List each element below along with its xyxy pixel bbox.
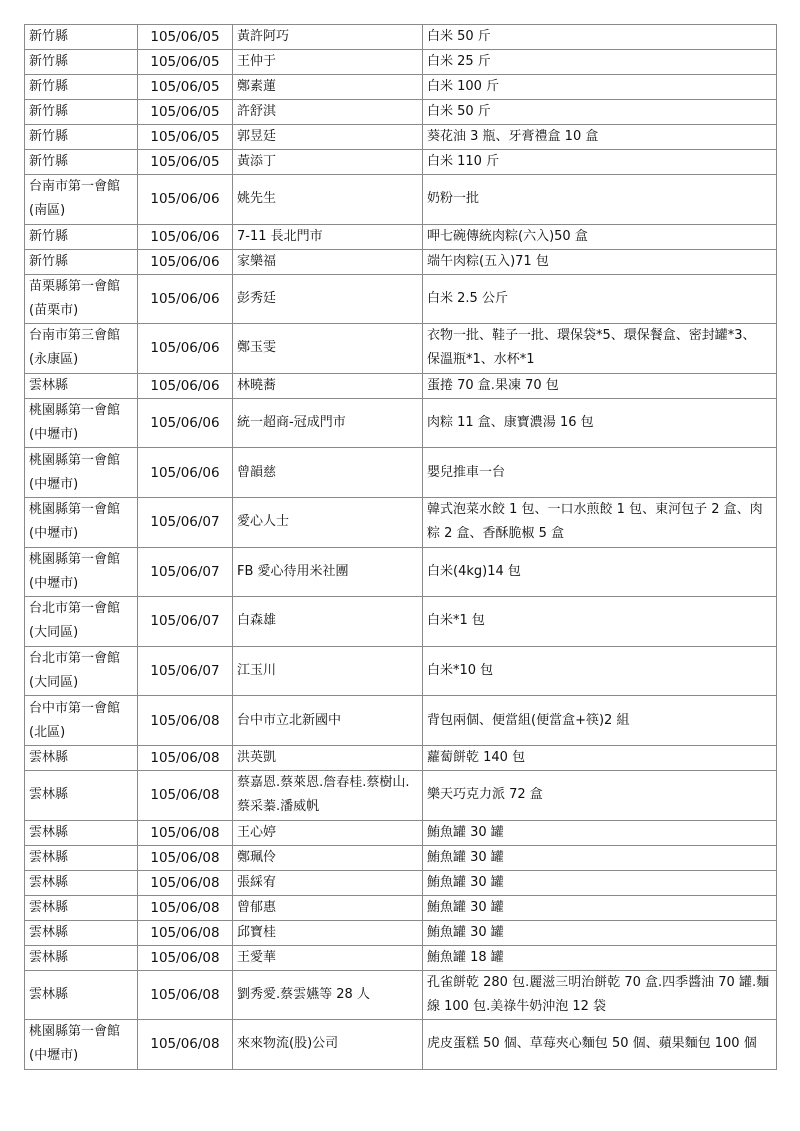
- cell-location: [25, 895, 138, 920]
- cell-location-text: 雲林縣: [29, 377, 69, 393]
- cell-donor: [233, 175, 423, 225]
- cell-donor: [233, 100, 423, 125]
- cell-location: [25, 224, 138, 249]
- cell-item-text: 白米(4kg)14 包: [427, 563, 521, 579]
- cell-date: [138, 249, 233, 274]
- cell-date-text: 105/06/08: [150, 1036, 220, 1053]
- table-row: [25, 25, 777, 50]
- cell-location-text: (中壢市): [29, 1048, 79, 1064]
- cell-location-text: 新竹縣: [29, 154, 69, 169]
- cell-donor: [233, 75, 423, 100]
- cell-location: [25, 945, 138, 970]
- cell-item-text: 衣物一批、鞋子一批、環保袋*5、環保餐盒、密封罐*3、: [427, 328, 756, 344]
- cell-location-text: 雲林縣: [29, 874, 69, 890]
- table-row: [25, 497, 777, 547]
- cell-date-text: 105/06/06: [150, 340, 220, 357]
- cell-donor-text: 愛心人士: [237, 514, 290, 530]
- cell-location-text: 台中市第一會館: [29, 700, 121, 716]
- cell-location: [25, 249, 138, 274]
- cell-date-text: 105/06/07: [150, 663, 220, 680]
- cell-location-text: (中壢市): [29, 476, 79, 492]
- cell-item-text: 線 100 包.美祿牛奶沖泡 12 袋: [427, 998, 607, 1014]
- table-row: [25, 398, 777, 448]
- cell-location: [25, 100, 138, 125]
- cell-donor: [233, 150, 423, 175]
- table-row: [25, 1020, 777, 1070]
- donation-table: [24, 24, 777, 1070]
- cell-donor: [233, 1020, 423, 1070]
- cell-donor-text: 鄭珮伶: [237, 849, 277, 865]
- cell-date: [138, 597, 233, 647]
- cell-location-text: 雲林縣: [29, 749, 69, 765]
- cell-item: [423, 770, 777, 820]
- table-row: [25, 696, 777, 746]
- cell-date-text: 105/06/06: [150, 464, 220, 481]
- cell-item-text: 虎皮蛋糕 50 個、草莓夾心麵包 50 個、蘋果麵包 100 個: [427, 1036, 757, 1052]
- cell-item-text: 樂天巧克力派 72 盒: [427, 787, 543, 803]
- cell-location: [25, 745, 138, 770]
- cell-donor-text: 黃許阿巧: [237, 29, 290, 44]
- cell-date: [138, 745, 233, 770]
- table-row: [25, 224, 777, 249]
- cell-date: [138, 175, 233, 225]
- cell-date: [138, 646, 233, 696]
- cell-date-text: 105/06/08: [150, 849, 220, 866]
- cell-item-text: 嬰兒推車一台: [427, 464, 506, 480]
- cell-location: [25, 820, 138, 845]
- cell-location-text: (北區): [29, 724, 66, 740]
- cell-date: [138, 696, 233, 746]
- cell-location-text: 新竹縣: [29, 54, 69, 69]
- table-row: [25, 895, 777, 920]
- cell-date: [138, 448, 233, 498]
- cell-donor: [233, 497, 423, 547]
- cell-location-text: 雲林縣: [29, 849, 69, 865]
- cell-item: [423, 75, 777, 100]
- cell-item-text: 鮪魚罐 30 罐: [427, 924, 504, 940]
- cell-location-text: 新竹縣: [29, 129, 69, 144]
- cell-location: [25, 770, 138, 820]
- cell-date: [138, 497, 233, 547]
- cell-donor-text: 劉秀愛.蔡雲嬿等 28 人: [237, 986, 370, 1002]
- table-row: [25, 945, 777, 970]
- cell-date-text: 105/06/08: [150, 899, 220, 916]
- cell-item-text: 白米 100 斤: [427, 79, 500, 94]
- cell-donor: [233, 820, 423, 845]
- table-row: [25, 249, 777, 274]
- cell-date-text: 105/06/07: [150, 563, 220, 580]
- cell-item: [423, 224, 777, 249]
- cell-donor-text: 蔡嘉恩.蔡萊恩.詹春桂.蔡樹山.: [237, 775, 410, 791]
- cell-location: [25, 845, 138, 870]
- cell-donor-text: 許舒淇: [237, 104, 277, 119]
- cell-item-text: 鮪魚罐 30 罐: [427, 874, 504, 890]
- cell-donor: [233, 373, 423, 398]
- cell-location-text: 雲林縣: [29, 949, 69, 965]
- cell-item: [423, 274, 777, 324]
- table-row: [25, 920, 777, 945]
- cell-donor: [233, 398, 423, 448]
- cell-donor: [233, 547, 423, 597]
- cell-date: [138, 820, 233, 845]
- cell-item: [423, 249, 777, 274]
- cell-date-text: 105/06/05: [150, 129, 220, 145]
- cell-donor-text: 曾韻慈: [237, 464, 277, 480]
- cell-location-text: (苗栗市): [29, 302, 79, 318]
- table-row: [25, 820, 777, 845]
- cell-location: [25, 175, 138, 225]
- cell-date-text: 105/06/06: [150, 228, 220, 245]
- cell-donor: [233, 870, 423, 895]
- table-row: [25, 845, 777, 870]
- cell-donor-text: 白森雄: [237, 613, 277, 629]
- cell-donor-text: 來來物流(股)公司: [237, 1036, 339, 1052]
- cell-location-text: 雲林縣: [29, 899, 69, 915]
- cell-date-text: 105/06/07: [150, 514, 220, 531]
- cell-location: [25, 497, 138, 547]
- cell-location: [25, 597, 138, 647]
- cell-item-text: 鮪魚罐 30 罐: [427, 849, 504, 865]
- cell-item: [423, 100, 777, 125]
- cell-date: [138, 870, 233, 895]
- cell-location: [25, 150, 138, 175]
- cell-location-text: 台南市第三會館: [29, 328, 121, 344]
- cell-item-text: 鮪魚罐 18 罐: [427, 949, 504, 965]
- cell-donor-text: 邱寶桂: [237, 924, 277, 940]
- cell-item: [423, 150, 777, 175]
- cell-item: [423, 646, 777, 696]
- cell-item: [423, 820, 777, 845]
- cell-location-text: 新竹縣: [29, 253, 69, 269]
- cell-date: [138, 125, 233, 150]
- cell-date-text: 105/06/08: [150, 986, 220, 1003]
- cell-item: [423, 50, 777, 75]
- cell-item-text: 呷七碗傳統肉粽(六入)50 盒: [427, 228, 588, 244]
- cell-item-text: 端午肉粽(五入)71 包: [427, 253, 549, 269]
- cell-location-text: 雲林縣: [29, 787, 69, 803]
- cell-donor: [233, 224, 423, 249]
- cell-item: [423, 945, 777, 970]
- cell-date-text: 105/06/08: [150, 924, 220, 941]
- cell-donor: [233, 125, 423, 150]
- cell-item-text: 韓式泡菜水餃 1 包、一口水煎餃 1 包、東河包子 2 盒、肉: [427, 502, 763, 518]
- cell-donor-text: 家樂福: [237, 253, 277, 269]
- cell-location: [25, 1020, 138, 1070]
- cell-donor: [233, 770, 423, 820]
- cell-location-text: 苗栗縣第一會館: [29, 278, 121, 294]
- cell-date: [138, 895, 233, 920]
- cell-item-text: 白米 25 斤: [427, 54, 491, 69]
- cell-date-text: 105/06/07: [150, 613, 220, 630]
- cell-donor-text: 王心婷: [237, 824, 277, 840]
- cell-item: [423, 870, 777, 895]
- cell-date: [138, 324, 233, 374]
- cell-date: [138, 274, 233, 324]
- cell-donor: [233, 25, 423, 50]
- cell-location-text: 桃園縣第一會館: [29, 502, 121, 518]
- cell-date-text: 105/06/06: [150, 415, 220, 432]
- cell-location: [25, 448, 138, 498]
- cell-donor: [233, 745, 423, 770]
- cell-location: [25, 870, 138, 895]
- cell-location-text: (永康區): [29, 352, 79, 368]
- table-row: [25, 448, 777, 498]
- cell-donor-text: 林曉蕎: [237, 377, 277, 393]
- cell-date-text: 105/06/08: [150, 749, 220, 766]
- cell-date-text: 105/06/06: [150, 290, 220, 307]
- cell-date: [138, 100, 233, 125]
- cell-date-text: 105/06/06: [150, 253, 220, 270]
- cell-location: [25, 373, 138, 398]
- cell-item-text: 葵花油 3 瓶、牙膏禮盒 10 盒: [427, 129, 599, 144]
- cell-date-text: 105/06/08: [150, 874, 220, 891]
- cell-donor-text: 統一超商-冠成門市: [237, 415, 346, 431]
- cell-donor-text: 彭秀廷: [237, 290, 277, 306]
- cell-location-text: (大同區): [29, 625, 79, 641]
- table-row: [25, 547, 777, 597]
- cell-location-text: 新竹縣: [29, 29, 69, 44]
- cell-item: [423, 845, 777, 870]
- cell-item: [423, 920, 777, 945]
- cell-donor-text: 張綵宥: [237, 874, 277, 890]
- cell-date-text: 105/06/08: [150, 787, 220, 804]
- cell-location-text: 新竹縣: [29, 79, 69, 94]
- cell-location-text: 桃園縣第一會館: [29, 452, 121, 468]
- cell-location-text: 台北市第一會館: [29, 601, 121, 617]
- cell-donor: [233, 920, 423, 945]
- cell-item-text: 奶粉一批: [427, 191, 480, 207]
- cell-location-text: 桃園縣第一會館: [29, 551, 121, 567]
- cell-donor-text: 洪英凱: [237, 749, 277, 765]
- cell-item: [423, 373, 777, 398]
- cell-donor-text: 王愛華: [237, 949, 277, 965]
- cell-donor: [233, 945, 423, 970]
- cell-item-text: 白米 50 斤: [427, 29, 491, 44]
- table-row: [25, 274, 777, 324]
- cell-date: [138, 920, 233, 945]
- cell-donor-text: 曾郁惠: [237, 899, 277, 915]
- cell-location-text: 雲林縣: [29, 824, 69, 840]
- cell-date: [138, 1020, 233, 1070]
- cell-location: [25, 547, 138, 597]
- cell-donor-text: 鄭素蓮: [237, 79, 277, 94]
- cell-date-text: 105/06/05: [150, 79, 220, 95]
- cell-date-text: 105/06/06: [150, 377, 220, 394]
- cell-location: [25, 646, 138, 696]
- cell-date-text: 105/06/05: [150, 54, 220, 70]
- cell-item: [423, 547, 777, 597]
- cell-location: [25, 125, 138, 150]
- cell-location: [25, 398, 138, 448]
- cell-item-text: 肉粽 11 盒、康寶濃湯 16 包: [427, 415, 594, 431]
- cell-date: [138, 150, 233, 175]
- cell-date: [138, 970, 233, 1020]
- cell-location: [25, 50, 138, 75]
- table-row: [25, 770, 777, 820]
- cell-date-text: 105/06/05: [150, 104, 220, 120]
- cell-date: [138, 373, 233, 398]
- cell-location-text: 新竹縣: [29, 104, 69, 119]
- cell-donor: [233, 597, 423, 647]
- cell-item: [423, 745, 777, 770]
- cell-location-text: (大同區): [29, 675, 79, 691]
- cell-donor-text: 王仲于: [237, 54, 277, 69]
- cell-item: [423, 597, 777, 647]
- cell-date-text: 105/06/08: [150, 712, 220, 729]
- cell-date-text: 105/06/05: [150, 154, 220, 170]
- table-row: [25, 597, 777, 647]
- cell-item: [423, 175, 777, 225]
- cell-item-text: 蘿蔔餅乾 140 包: [427, 749, 526, 765]
- cell-item-text: 背包兩個、便當組(便當盒+筷)2 組: [427, 712, 630, 728]
- table-row: [25, 175, 777, 225]
- table-row: [25, 745, 777, 770]
- cell-item: [423, 970, 777, 1020]
- cell-item-text: 粽 2 盒、香酥脆椒 5 盒: [427, 526, 565, 542]
- table-row: [25, 324, 777, 374]
- cell-donor: [233, 970, 423, 1020]
- table-row: [25, 100, 777, 125]
- cell-location-text: 台北市第一會館: [29, 651, 121, 667]
- cell-donor-text: 姚先生: [237, 191, 277, 207]
- table-row: [25, 373, 777, 398]
- cell-location: [25, 25, 138, 50]
- cell-donor: [233, 646, 423, 696]
- donation-table-body: [25, 25, 777, 1070]
- cell-donor: [233, 696, 423, 746]
- cell-date: [138, 25, 233, 50]
- cell-date-text: 105/06/08: [150, 949, 220, 966]
- cell-donor-text: 台中市立北新國中: [237, 712, 342, 728]
- cell-location-text: 桃園縣第一會館: [29, 1024, 121, 1040]
- table-row: [25, 125, 777, 150]
- cell-date-text: 105/06/05: [150, 29, 220, 45]
- cell-item: [423, 25, 777, 50]
- table-row: [25, 75, 777, 100]
- cell-item-text: 鮪魚罐 30 罐: [427, 899, 504, 915]
- cell-location: [25, 970, 138, 1020]
- cell-donor-text: 鄭玉雯: [237, 340, 277, 356]
- cell-date: [138, 75, 233, 100]
- cell-donor-text: 江玉川: [237, 663, 277, 679]
- cell-location-text: (中壢市): [29, 575, 79, 591]
- cell-location: [25, 75, 138, 100]
- cell-location-text: 桃園縣第一會館: [29, 403, 121, 419]
- cell-date: [138, 547, 233, 597]
- cell-item: [423, 448, 777, 498]
- cell-date: [138, 845, 233, 870]
- cell-item-text: 保溫瓶*1、水杯*1: [427, 352, 535, 368]
- cell-item: [423, 895, 777, 920]
- cell-item: [423, 324, 777, 374]
- table-row: [25, 970, 777, 1020]
- cell-location-text: 雲林縣: [29, 986, 69, 1002]
- cell-item-text: 白米 110 斤: [427, 154, 500, 169]
- cell-location: [25, 696, 138, 746]
- cell-item-text: 蛋捲 70 盒.果凍 70 包: [427, 377, 559, 393]
- table-row: [25, 50, 777, 75]
- table-row: [25, 150, 777, 175]
- cell-donor: [233, 274, 423, 324]
- table-row: [25, 870, 777, 895]
- cell-item-text: 白米 2.5 公斤: [427, 290, 508, 306]
- cell-donor: [233, 249, 423, 274]
- cell-location-text: 新竹縣: [29, 228, 69, 244]
- cell-item: [423, 696, 777, 746]
- cell-date-text: 105/06/08: [150, 824, 220, 841]
- cell-location-text: (中壢市): [29, 427, 79, 443]
- cell-item: [423, 125, 777, 150]
- cell-item-text: 白米*10 包: [427, 663, 494, 679]
- cell-donor-text: 黃添丁: [237, 154, 277, 169]
- table-row: [25, 646, 777, 696]
- cell-item-text: 白米 50 斤: [427, 104, 491, 119]
- cell-donor: [233, 448, 423, 498]
- cell-date-text: 105/06/06: [150, 191, 220, 208]
- cell-location-text: (中壢市): [29, 526, 79, 542]
- cell-item-text: 鮪魚罐 30 罐: [427, 824, 504, 840]
- cell-donor: [233, 845, 423, 870]
- cell-donor: [233, 50, 423, 75]
- cell-donor: [233, 895, 423, 920]
- cell-donor-text: 7-11 長北門市: [237, 228, 323, 244]
- cell-item-text: 白米*1 包: [427, 613, 485, 629]
- cell-location: [25, 274, 138, 324]
- cell-location: [25, 324, 138, 374]
- cell-item-text: 孔雀餅乾 280 包.麗滋三明治餅乾 70 盒.四季醬油 70 罐.麵: [427, 974, 770, 990]
- cell-location: [25, 920, 138, 945]
- cell-date: [138, 770, 233, 820]
- cell-donor-text: 蔡采蓁.潘威帆: [237, 799, 320, 815]
- cell-location-text: (南區): [29, 203, 66, 219]
- cell-item: [423, 398, 777, 448]
- cell-location-text: 台南市第一會館: [29, 179, 121, 195]
- cell-date: [138, 50, 233, 75]
- cell-donor-text: 郭昱廷: [237, 129, 277, 144]
- cell-date: [138, 224, 233, 249]
- cell-donor: [233, 324, 423, 374]
- cell-location-text: 雲林縣: [29, 924, 69, 940]
- cell-item: [423, 1020, 777, 1070]
- cell-date: [138, 398, 233, 448]
- cell-date: [138, 945, 233, 970]
- cell-donor-text: FB 愛心待用米社團: [237, 563, 349, 579]
- cell-item: [423, 497, 777, 547]
